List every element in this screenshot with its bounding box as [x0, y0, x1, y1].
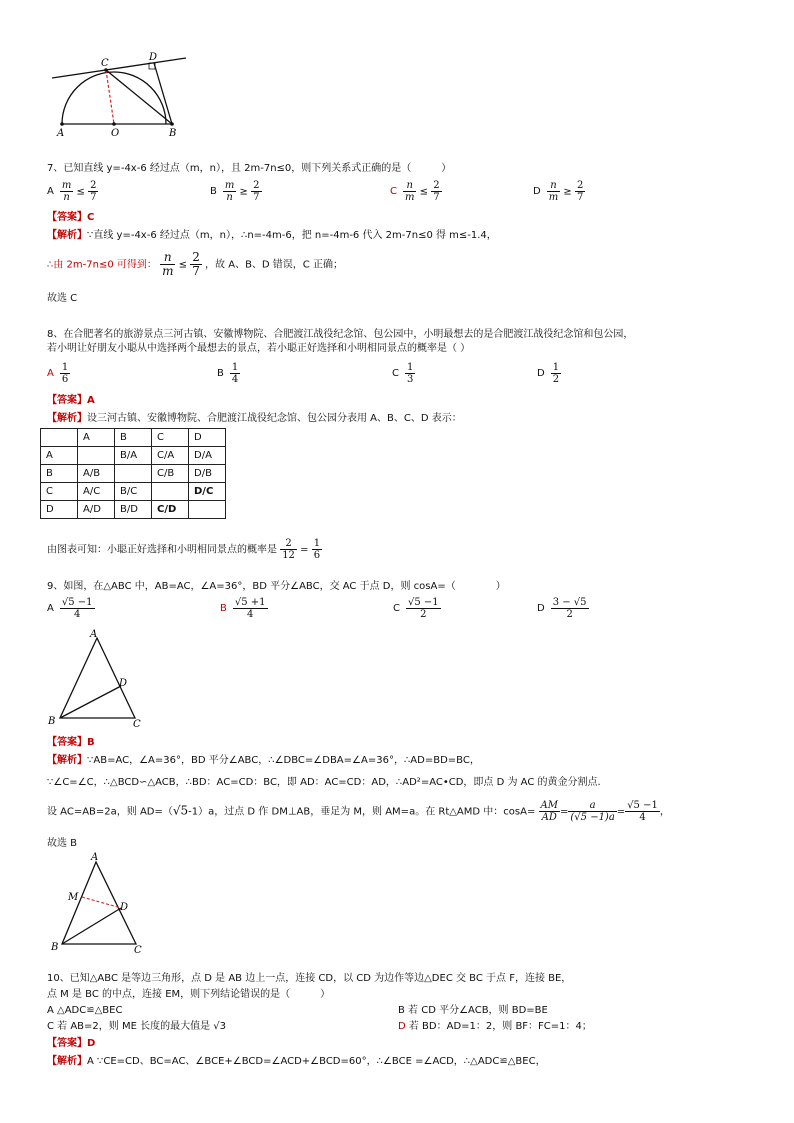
q8-option-c: C $\frac{1}{3}$: [392, 362, 414, 385]
q8-stem-line1: 8、在合肥著名的旅游景点三河古镇、安徽博物院、合肥渡江战役纪念馆、包公园中，小明最想去的是合肥渡江战役纪念馆和包公园，: [47, 329, 634, 340]
q9-stem: 9、如图，在△ABC 中，AB=AC，∠A=36°，BD 平分∠ABC，交 AC 于点 D，则 cosA=（ ）: [47, 581, 506, 592]
q9-answer: 【答案】B: [47, 737, 95, 748]
fig-label-c: C: [101, 58, 109, 69]
fig9b-label-m: M: [68, 892, 79, 903]
q7-answer: 【答案】C: [47, 212, 95, 223]
q9-analysis-2: ∵∠C=∠C，∴△BCD∽△ACB，∴BD：AC=CD：BC，即 AD：AC=CD：AD，∴AD²=AC•CD，即点 D 为 AC 的黄金分割点.: [47, 777, 601, 788]
table-row: B A/B C/B D/B: [41, 465, 226, 483]
fig-label-o: O: [111, 128, 120, 139]
table-row: C A/C B/C D/C: [41, 483, 226, 501]
semicircle-figure: [50, 48, 190, 140]
q8-answer: 【答案】A: [47, 395, 95, 406]
triangle-figure-2: [48, 850, 158, 956]
q10-option-c: C 若 AB=2，则 ME 长度的最大值是 √3: [47, 1021, 226, 1032]
q9-option-a: A $\frac{√5 -1}{4}$: [47, 597, 93, 620]
fig9b-label-a: A: [91, 852, 99, 863]
q10-analysis: 【解析】A ∵CE=CD、BC=AC、∠BCE+∠BCD=∠ACD+∠BCD=60°，∴∠BCE =∠ACD，∴△ADC≌△BEC，: [47, 1056, 546, 1067]
table-row: A B C D: [41, 429, 226, 447]
q9-option-b: B $\frac{√5 +1}{4}$: [220, 597, 266, 620]
q10-option-b: B 若 CD 平分∠ACB，则 BD=BE: [398, 1005, 548, 1016]
q8-option-d: D $\frac{1}{2}$: [537, 362, 560, 385]
q8-result: 由图表可知：小聪正好选择和小明相同景点的概率是 $\frac{2}{12}$ = $\frac{1}{6}$: [47, 538, 321, 561]
fig9b-label-b: B: [51, 942, 59, 953]
q10-option-d: D 若 BD：AD=1：2，则 BF：FC=1：4；: [398, 1021, 592, 1032]
q10-stem-line1: 10、已知△ABC 是等边三角形，点 D 是 AB 边上一点，连接 CD，以 CD 为边作等边△DEC 交 BC 于点 F，连接 BE，: [47, 973, 572, 984]
q9-analysis-1: 【解析】∵AB=AC，∠A=36°，BD 平分∠ABC，∴∠DBC=∠DBA=∠A=36°，∴AD=BD=BC，: [47, 755, 480, 766]
q7-conclusion: 故选 C: [47, 293, 78, 304]
q9-conclusion: 故选 B: [47, 838, 78, 849]
q7-option-c: C $\frac{n}{m}$ ≤ $\frac{2}{7}$: [390, 180, 440, 203]
q8-option-b: B $\frac{1}{4}$: [217, 362, 239, 385]
q7-option-a: A $\frac{m}{n}$ ≤ $\frac{2}{7}$: [47, 180, 97, 203]
table-row: A B/A C/A D/A: [41, 447, 226, 465]
q8-stem-line2: 若小明让好朋友小聪从中选择两个最想去的景点，若小聪正好选择和小明相同景点的概率是（ ）: [47, 343, 471, 354]
fig-label-b: B: [169, 128, 177, 139]
q9-analysis-3: 设 AC=AB=2a，则 AD=（√5-1）a，过点 D 作 DM⊥AB，垂足为 M，则 AM=a。在 Rt△AMD 中：cosA= $\frac{AM}{AD}$ = $\frac{a}{(√5 -1)a}$ = $\frac{√5 -1}{4}$ ，: [47, 800, 670, 823]
q9-option-c: C $\frac{√5 -1}{2}$: [393, 597, 439, 620]
q10-option-a: A △ADC≌△BEC: [47, 1005, 123, 1016]
q7-stem: 7、已知直线 y=-4x-6 经过点（m，n），且 2m-7n≤0，则下列关系式正确的是（ ）: [47, 163, 452, 174]
fig9-label-c: C: [133, 719, 141, 730]
q7-option-d: D $\frac{n}{m}$ ≥ $\frac{2}{7}$: [533, 180, 584, 203]
q8-table: [40, 428, 226, 519]
q8-analysis: 【解析】设三河古镇、安徽博物院、合肥渡江战役纪念馆、包公园分表用 A、B、C、D 表示：: [47, 413, 462, 424]
fig9b-label-c: C: [134, 945, 142, 956]
q10-stem-line2: 点 M 是 BC 的中点，连接 EM，则下列结论错误的是（ ）: [47, 989, 331, 1000]
q7-analysis-2: ∴由 2m-7n≤0 可得到： $\frac{n}{m}$ ≤ $\frac{2}{7}$ ，故 A、B、D 错误，C 正确；: [47, 250, 343, 278]
q7-option-b: B $\frac{m}{n}$ ≥ $\frac{2}{7}$: [210, 180, 260, 203]
q7-analysis-1: 【解析】∵直线 y=-4x-6 经过点（m，n），∴n=-4m-6，把 n=-4m-6 代入 2m-7n≤0 得 m≤-1.4，: [47, 230, 497, 241]
q8-option-a: A $\frac{1}{6}$: [47, 362, 69, 385]
fig-label-d: D: [149, 52, 158, 63]
fig-label-a: A: [57, 128, 65, 139]
table-row: D A/D B/D C/D: [41, 501, 226, 519]
fig9-label-a: A: [90, 629, 98, 640]
fig9-label-b: B: [48, 716, 56, 727]
triangle-figure-1: [44, 628, 154, 732]
q10-answer: 【答案】D: [47, 1038, 96, 1049]
q9-option-d: D $\frac{3 - √5}{2}$: [537, 597, 587, 620]
fig9b-label-d: D: [120, 902, 129, 913]
fig9-label-d: D: [119, 678, 128, 689]
